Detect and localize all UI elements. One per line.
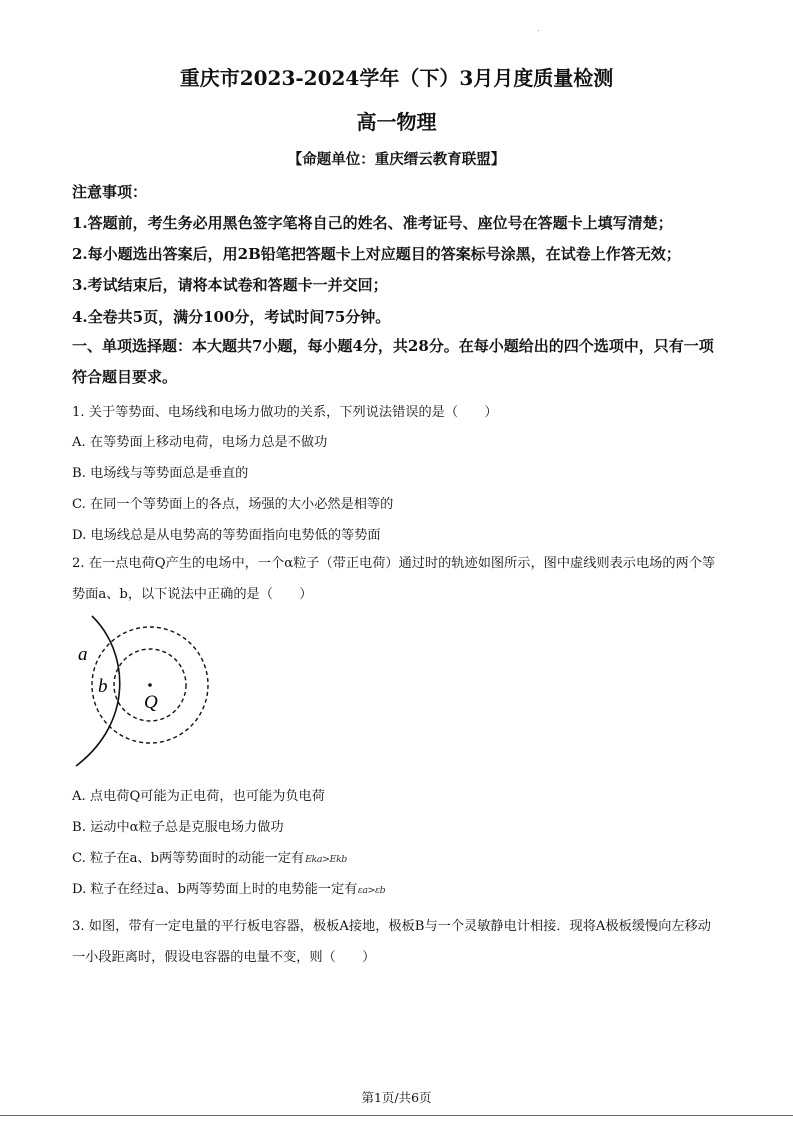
label-q: Q (144, 692, 158, 713)
section-1-heading: 一、单项选择题：本大题共7小题，每小题4分，共28分。在每小题给出的四个选项中，只有一项符合题目要求。 (72, 337, 714, 386)
charge-point (148, 683, 152, 687)
scan-speck (538, 30, 539, 31)
q1-option-d: D. 电场线总是从电势高的等势面指向电势低的等势面 (72, 528, 381, 543)
subject-title: 高一物理 (356, 110, 437, 134)
q1-option-a: A. 在等势面上移动电荷，电场力总是不做功 (72, 435, 328, 450)
label-b: b (98, 676, 108, 697)
q2-option-d-text: D. 粒子在经过a、b两等势面上时的电势能一定有 (72, 882, 358, 897)
notice-item-3: 3.考试结束后，请将本试卷和答题卡一并交回； (72, 276, 388, 294)
q2-option-d (72, 878, 722, 897)
q2-option-c-text: C. 粒子在a、b两等势面时的动能一定有 (72, 851, 305, 866)
exam-title: 重庆市2023-2024学年（下）3月月度质量检测 (179, 66, 614, 90)
q2-stem: 2. 在一点电荷Q产生的电场中，一个α粒子（带正电荷）通过时的轨迹如图所示，图中虚线则表示电场的两个等势面a、b，以下说法中正确的是（ ） (72, 556, 716, 602)
notice-item-1: 1.答题前，考生务必用黑色签字笔将自己的姓名、准考证号、座位号在答题卡上填写清楚； (72, 214, 673, 232)
q2-option-c (72, 847, 722, 866)
page-number: 第1页/共6页 (361, 1090, 432, 1105)
notice-heading: 注意事项： (72, 183, 148, 201)
notice-item-4: 4.全卷共5页，满分100分，考试时间75分钟。 (72, 308, 391, 326)
q1-option-b: B. 电场线与等势面总是垂直的 (72, 466, 249, 481)
q1-stem: 1. 关于等势面、电场线和电场力做功的关系，下列说法错误的是（ ） (72, 405, 498, 420)
q2-option-c-formula: Eka>Ekb (305, 854, 347, 865)
q3-stem: 3. 如图，带有一定电量的平行板电容器，极板A接地，极板B与一个灵敏静电计相接．现将A极板缓慢向左移动一小段距离时，假设电容器的电量不变，则（ ） (72, 919, 711, 965)
q2-option-a: A. 点电荷Q可能为正电荷，也可能为负电荷 (72, 789, 325, 804)
organizer-line: 【命题单位：重庆缙云教育联盟】 (287, 151, 506, 168)
q2-figure (74, 612, 224, 772)
q1-option-c: C. 在同一个等势面上的各点，场强的大小必然是相等的 (72, 497, 394, 512)
q2-option-b: B. 运动中α粒子总是克服电场力做功 (72, 820, 284, 835)
label-a: a (78, 644, 88, 665)
bottom-rule (0, 1115, 793, 1116)
notice-item-2: 2.每小题选出答案后，用2B铅笔把答题卡上对应题目的答案标号涂黑，在试卷上作答无效； (72, 245, 681, 263)
q2-option-d-formula: εa>εb (358, 885, 386, 896)
